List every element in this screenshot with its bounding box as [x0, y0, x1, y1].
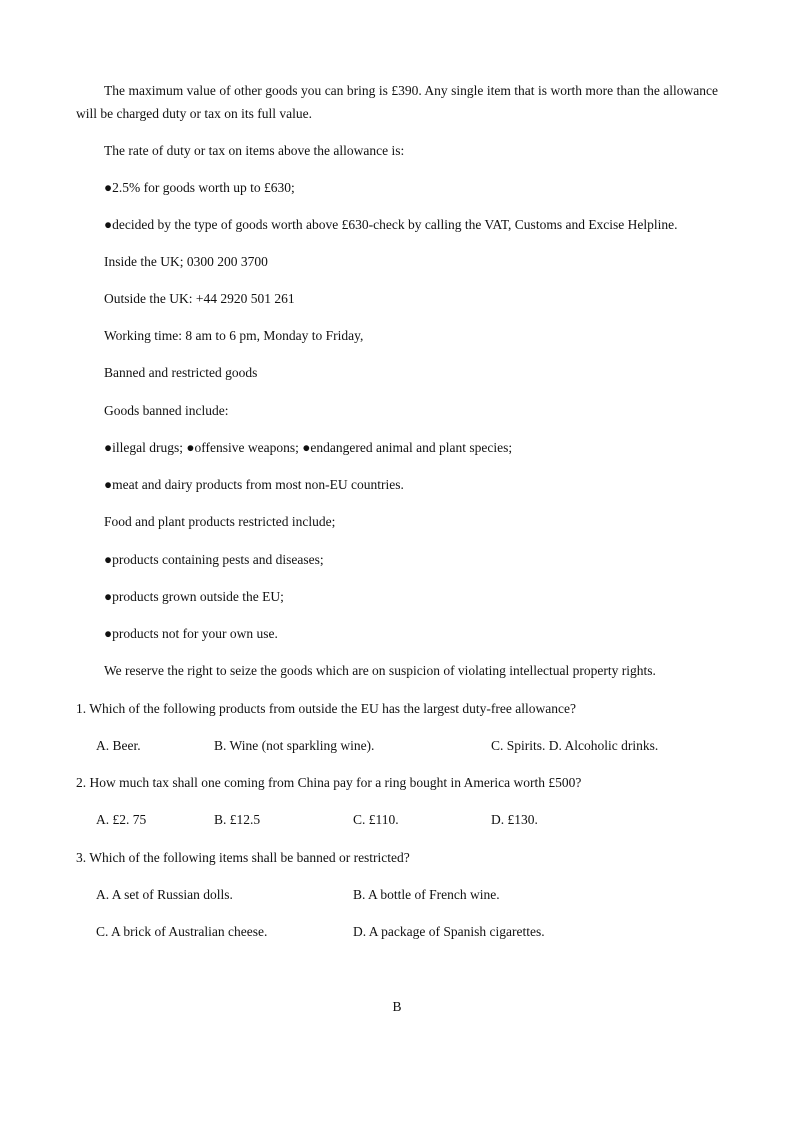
question-3-option-a: A. A set of Russian dolls. — [96, 887, 233, 902]
allowance-paragraph: The maximum value of other goods you can bring is £390. Any single item that is worth more than the allowance will be charged duty or tax on its full value. — [76, 83, 718, 121]
restricted-item-1: ●products containing pests and diseases; — [104, 552, 324, 567]
restricted-intro: Food and plant products restricted include; — [104, 514, 336, 529]
banned-item-2: ●meat and dairy products from most non-EU countries. — [104, 477, 404, 492]
question-2-option-c: C. £110. — [353, 812, 399, 827]
banned-heading: Banned and restricted goods — [104, 365, 258, 380]
rate-item-2: ●decided by the type of goods worth above £630-check by calling the VAT, Customs and Excise Helpline. — [104, 217, 678, 232]
restricted-item-3: ●products not for your own use. — [104, 626, 278, 641]
section-label: B — [392, 999, 402, 1014]
question-3-option-b: B. A bottle of French wine. — [353, 887, 500, 902]
helpline-inside-uk: Inside the UK; 0300 200 3700 — [104, 254, 268, 269]
question-3: 3. Which of the following items shall be banned or restricted? — [76, 850, 410, 865]
banned-intro: Goods banned include: — [104, 403, 229, 418]
question-2-option-d: D. £130. — [491, 812, 538, 827]
question-2: 2. How much tax shall one coming from China pay for a ring bought in America worth £500? — [76, 775, 582, 790]
question-1-option-cd: C. Spirits. D. Alcoholic drinks. — [491, 738, 659, 753]
rate-item-1: ●2.5% for goods worth up to £630; — [104, 180, 295, 195]
question-3-option-c: C. A brick of Australian cheese. — [96, 924, 268, 939]
rate-intro: The rate of duty or tax on items above the allowance is: — [104, 143, 405, 158]
question-2-option-b: B. £12.5 — [214, 812, 261, 827]
reserve-rights-text: We reserve the right to seize the goods which are on suspicion of violating intellectual property rights. — [104, 663, 656, 678]
question-1: 1. Which of the following products from outside the EU has the largest duty-free allowance? — [76, 701, 576, 716]
working-time: Working time: 8 am to 6 pm, Monday to Friday, — [104, 328, 364, 343]
restricted-item-2: ●products grown outside the EU; — [104, 589, 284, 604]
question-2-option-a: A. £2. 75 — [96, 812, 147, 827]
question-1-option-a: A. Beer. — [96, 738, 141, 753]
banned-item-1: ●illegal drugs; ●offensive weapons; ●endangered animal and plant species; — [104, 440, 513, 455]
helpline-outside-uk: Outside the UK: +44 2920 501 261 — [104, 291, 295, 306]
question-3-option-d: D. A package of Spanish cigarettes. — [353, 924, 545, 939]
question-1-option-b: B. Wine (not sparkling wine). — [214, 738, 375, 753]
